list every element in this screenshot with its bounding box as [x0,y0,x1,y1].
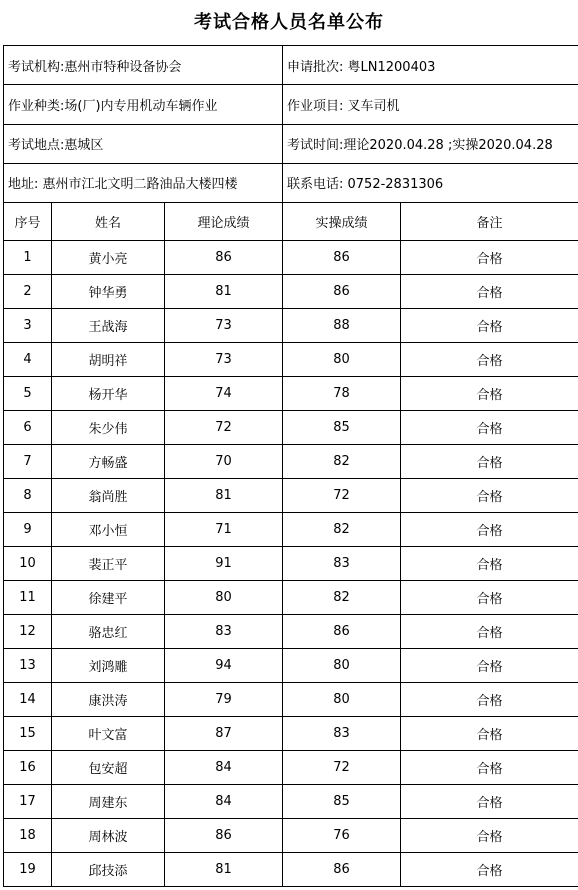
table-row [4,751,578,785]
table-row [4,241,578,275]
cell-no: 8 [4,479,52,513]
cell-name: 包安超 [52,751,165,785]
cell-remark: 合格 [401,343,578,377]
table-row [4,411,578,445]
cell-theory-score: 71 [165,513,283,547]
table-row [4,717,578,751]
cell-no: 15 [4,717,52,751]
cell-practice-score: 86 [283,241,401,275]
table-row [4,581,578,615]
cell-name: 康洪涛 [52,683,165,717]
cell-no: 10 [4,547,52,581]
table-row [4,275,578,309]
cell-theory-score: 73 [165,309,283,343]
cell-practice-score: 83 [283,547,401,581]
table-row [4,615,578,649]
col-header-theory: 理论成绩 [165,203,283,241]
col-header-name: 姓名 [52,203,165,241]
table-row [4,683,578,717]
results-table [3,45,578,887]
cell-no: 18 [4,819,52,853]
cell-name: 王战海 [52,309,165,343]
table-header [4,203,578,241]
work-item: 作业项目: 叉车司机 [283,85,578,124]
cell-practice-score: 72 [283,751,401,785]
cell-theory-score: 87 [165,717,283,751]
cell-name: 钟华勇 [52,275,165,309]
table-row [4,853,578,887]
cell-name: 徐建平 [52,581,165,615]
cell-practice-score: 83 [283,717,401,751]
info-row-type [4,85,578,124]
cell-no: 4 [4,343,52,377]
cell-no: 2 [4,275,52,309]
table-row [4,819,578,853]
cell-name: 邓小恒 [52,513,165,547]
cell-practice-score: 72 [283,479,401,513]
cell-no: 6 [4,411,52,445]
cell-no: 12 [4,615,52,649]
cell-remark: 合格 [401,309,578,343]
cell-practice-score: 80 [283,649,401,683]
cell-name: 方畅盛 [52,445,165,479]
cell-practice-score: 85 [283,411,401,445]
exam-time: 考试时间:理论2020.04.28 ;实操2020.04.28 [283,124,578,163]
table-row [4,343,578,377]
cell-practice-score: 78 [283,377,401,411]
cell-theory-score: 94 [165,649,283,683]
cell-remark: 合格 [401,275,578,309]
cell-remark: 合格 [401,445,578,479]
cell-name: 刘鸿雕 [52,649,165,683]
cell-practice-score: 86 [283,275,401,309]
cell-name: 黄小亮 [52,241,165,275]
cell-remark: 合格 [401,241,578,275]
cell-name: 周林波 [52,819,165,853]
cell-no: 1 [4,241,52,275]
cell-name: 裴正平 [52,547,165,581]
cell-practice-score: 85 [283,785,401,819]
cell-practice-score: 76 [283,819,401,853]
cell-practice-score: 80 [283,683,401,717]
cell-practice-score: 82 [283,513,401,547]
cell-remark: 合格 [401,547,578,581]
cell-no: 13 [4,649,52,683]
cell-no: 7 [4,445,52,479]
cell-no: 16 [4,751,52,785]
cell-name: 骆忠红 [52,615,165,649]
info-row-address [4,163,578,202]
cell-theory-score: 86 [165,241,283,275]
cell-practice-score: 82 [283,581,401,615]
cell-theory-score: 73 [165,343,283,377]
cell-no: 5 [4,377,52,411]
cell-name: 胡明祥 [52,343,165,377]
cell-no: 14 [4,683,52,717]
cell-remark: 合格 [401,751,578,785]
cell-theory-score: 81 [165,853,283,887]
cell-remark: 合格 [401,479,578,513]
cell-name: 杨开华 [52,377,165,411]
cell-practice-score: 82 [283,445,401,479]
cell-theory-score: 79 [165,683,283,717]
cell-remark: 合格 [401,377,578,411]
exam-place: 考试地点:惠城区 [4,124,283,163]
cell-theory-score: 72 [165,411,283,445]
table-row [4,445,578,479]
cell-theory-score: 84 [165,751,283,785]
cell-remark: 合格 [401,819,578,853]
apply-batch: 申请批次: 粤LN1200403 [283,46,578,85]
cell-remark: 合格 [401,513,578,547]
cell-practice-score: 80 [283,343,401,377]
cell-remark: 合格 [401,581,578,615]
page-title: 考试合格人员名单公布 [194,12,384,33]
cell-theory-score: 81 [165,275,283,309]
table-row [4,785,578,819]
work-type: 作业种类:场(厂)内专用机动车辆作业 [4,85,283,124]
cell-practice-score: 86 [283,853,401,887]
cell-practice-score: 86 [283,615,401,649]
cell-remark: 合格 [401,411,578,445]
table-row [4,309,578,343]
info-row-org [4,46,578,85]
cell-remark: 合格 [401,615,578,649]
cell-theory-score: 84 [165,785,283,819]
cell-theory-score: 83 [165,615,283,649]
cell-theory-score: 74 [165,377,283,411]
cell-no: 3 [4,309,52,343]
col-header-no: 序号 [4,203,52,241]
cell-remark: 合格 [401,683,578,717]
cell-theory-score: 86 [165,819,283,853]
cell-name: 朱少伟 [52,411,165,445]
address: 地址: 惠州市江北文明二路油品大楼四楼 [4,163,283,202]
table-row [4,547,578,581]
cell-theory-score: 70 [165,445,283,479]
cell-remark: 合格 [401,717,578,751]
cell-no: 9 [4,513,52,547]
cell-theory-score: 81 [165,479,283,513]
exam-org: 考试机构:惠州市特种设备协会 [4,46,283,85]
info-row-place [4,124,578,163]
table-row [4,377,578,411]
col-header-practice: 实操成绩 [283,203,401,241]
cell-name: 翁尚胜 [52,479,165,513]
cell-name: 周建东 [52,785,165,819]
table-row [4,513,578,547]
cell-practice-score: 88 [283,309,401,343]
cell-remark: 合格 [401,649,578,683]
cell-no: 19 [4,853,52,887]
cell-remark: 合格 [401,785,578,819]
cell-theory-score: 80 [165,581,283,615]
cell-theory-score: 91 [165,547,283,581]
table-row [4,649,578,683]
table-row [4,479,578,513]
col-header-remark: 备注 [401,203,578,241]
contact-phone: 联系电话: 0752-2831306 [283,163,578,202]
cell-no: 11 [4,581,52,615]
cell-remark: 合格 [401,853,578,887]
cell-no: 17 [4,785,52,819]
cell-name: 叶文富 [52,717,165,751]
cell-name: 邱技添 [52,853,165,887]
